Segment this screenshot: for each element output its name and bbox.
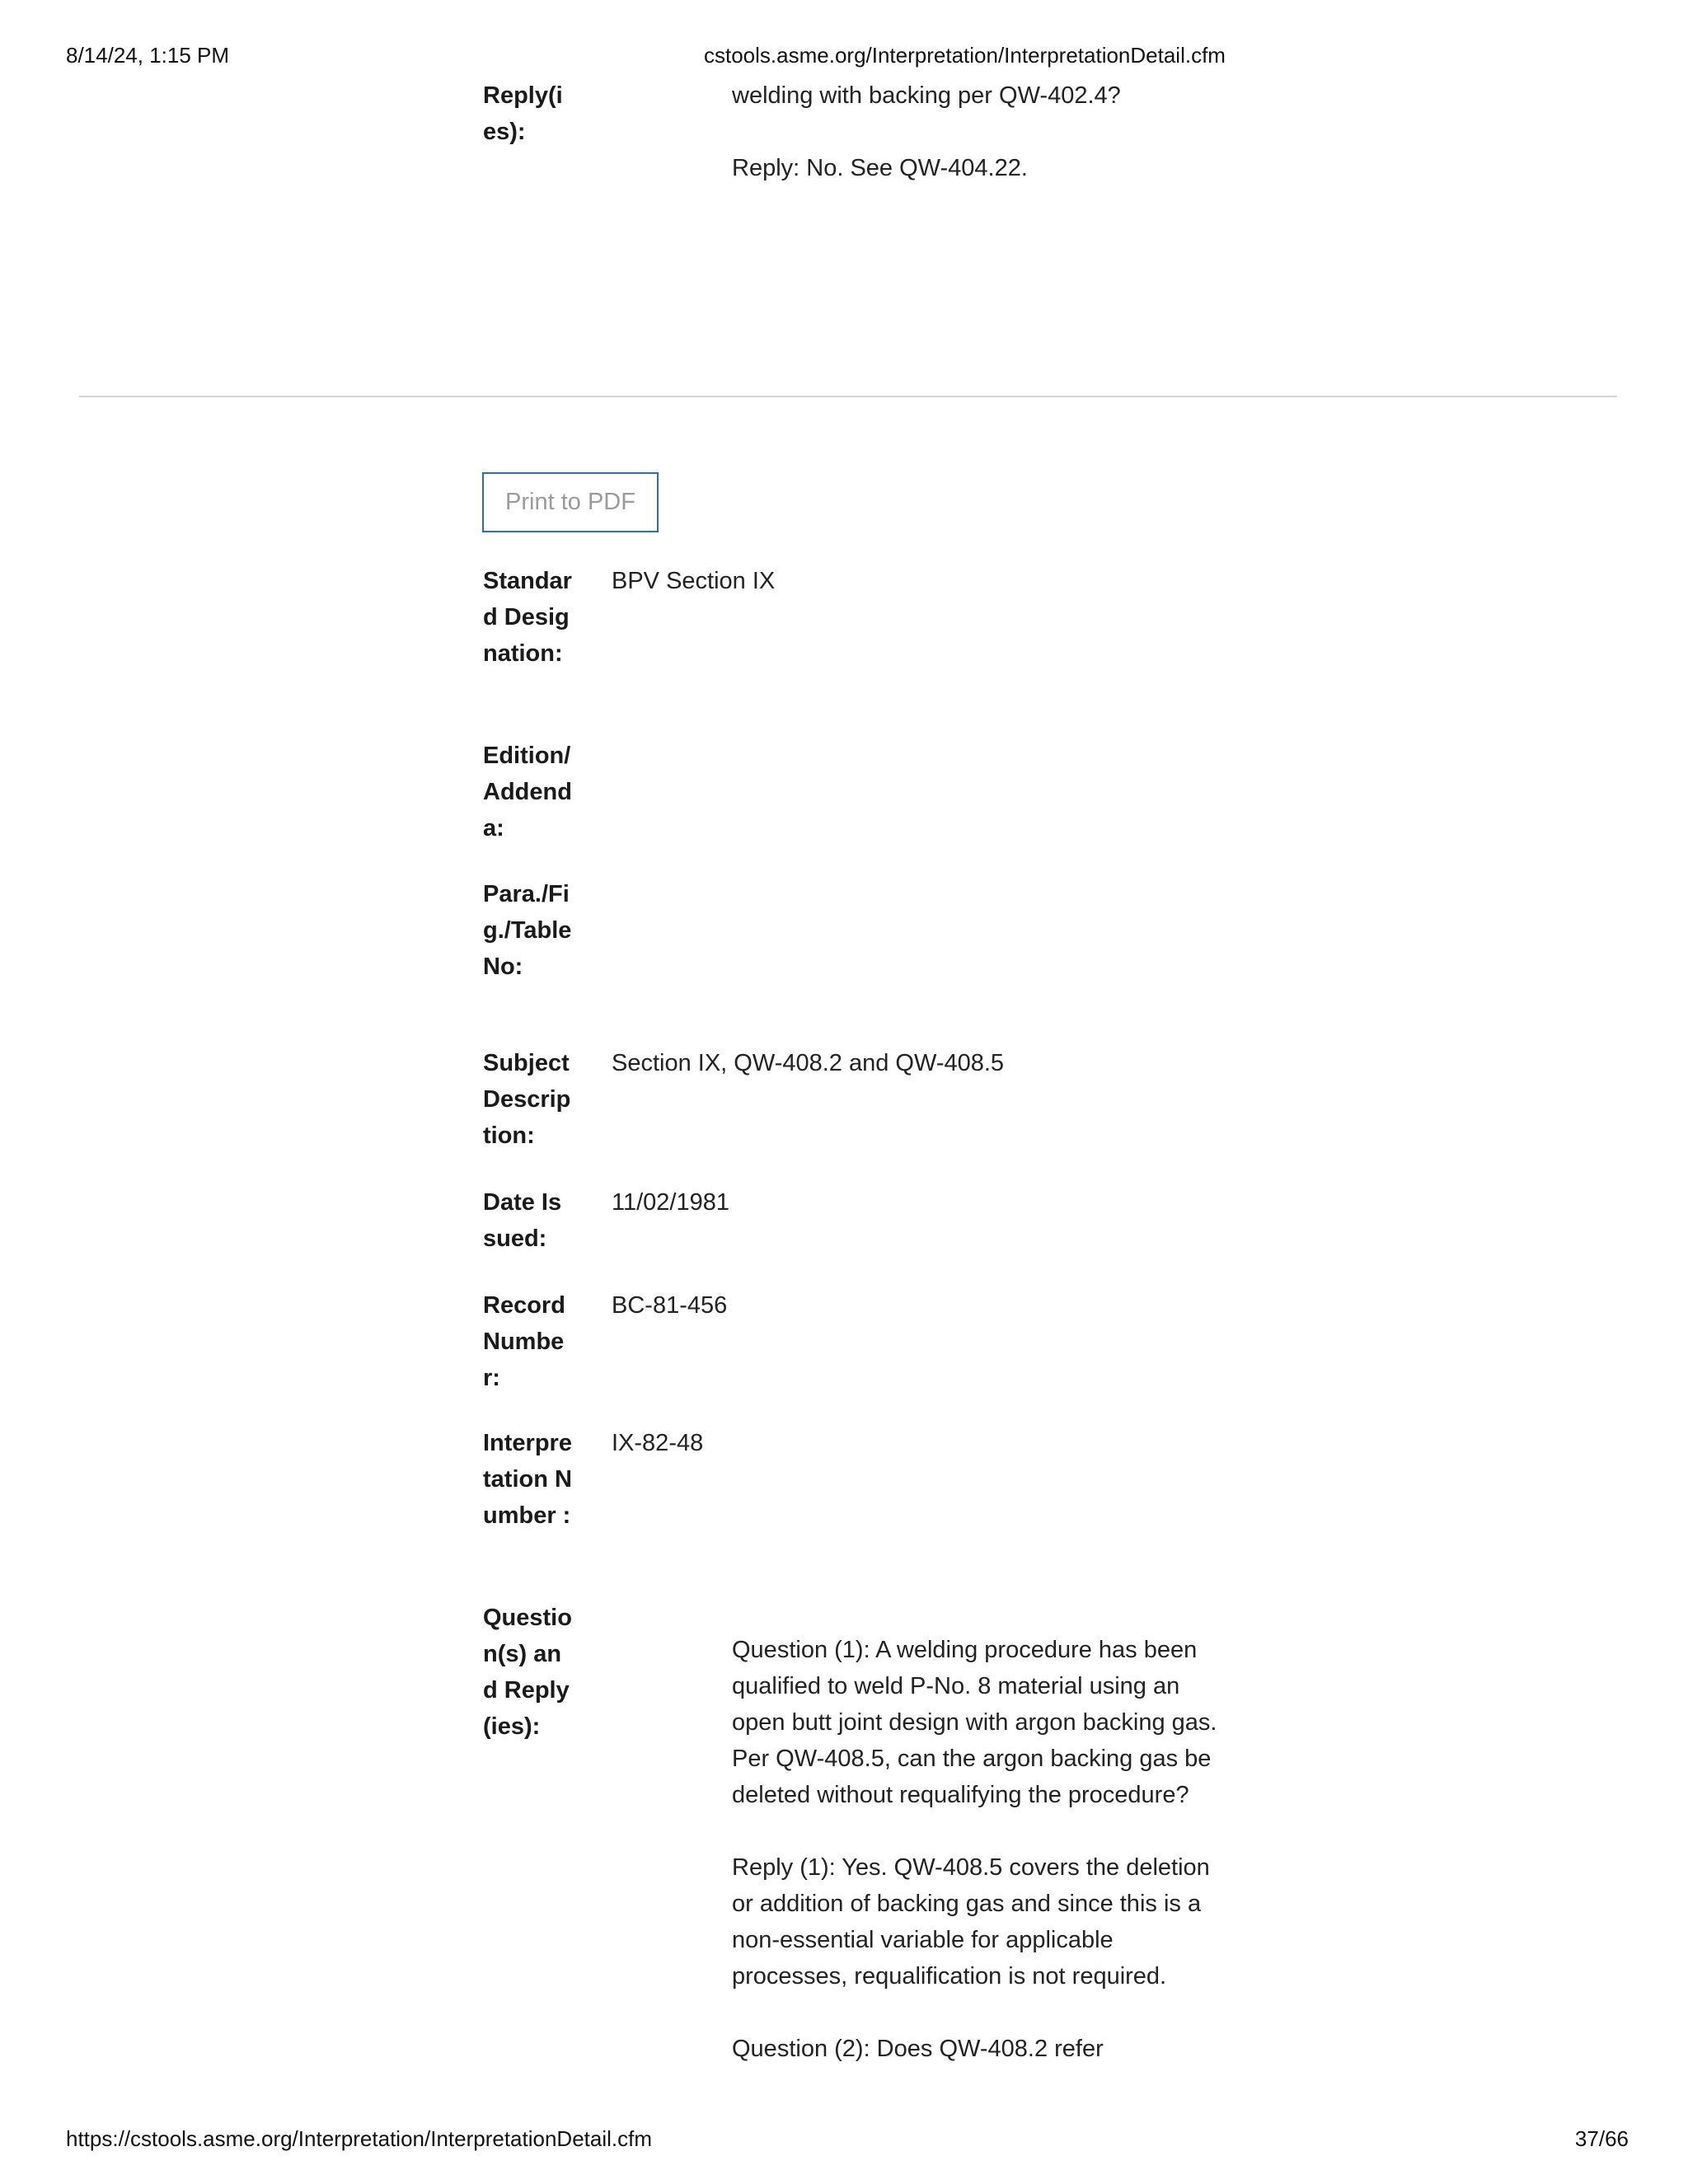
edition-addenda-label: Edition/Addenda:: [483, 743, 572, 841]
prev-question-tail: welding with backing per QW-402.4?: [732, 82, 1121, 109]
prev-reply: Reply: No. See QW-404.22.: [732, 155, 1028, 181]
print-footer-page-number: 37/66: [1574, 2126, 1629, 2151]
print-to-pdf-button[interactable]: Print to PDF: [482, 472, 659, 532]
prev-qa-block: [732, 77, 1226, 223]
questions-replies-block: [732, 1632, 1226, 2103]
question-1: Question (1): A welding procedure has been qualified to weld P-No. 8 material using an open butt joint design with argon backing gas. Per QW-408.5, can the argon backing gas be deleted without requalifying the procedure?: [732, 1637, 1217, 1808]
print-footer-url: https://cstools.asme.org/Interpretation/InterpretationDetail.cfm: [66, 2126, 653, 2151]
standard-designation-label: Standard Designation:: [483, 568, 572, 667]
subject-description-value: Section IX, QW-408.2 and QW-408.5: [612, 1050, 1005, 1076]
subject-description-label: Subject Description:: [483, 1050, 571, 1149]
record-number-label: Record Number:: [483, 1292, 565, 1391]
date-issued-label: Date Issued:: [483, 1189, 562, 1252]
print-header-url: cstools.asme.org/Interpretation/InterpretationDetail.cfm: [704, 43, 1226, 68]
standard-designation-value: BPV Section IX: [612, 568, 776, 594]
reply-1: Reply (1): Yes. QW-408.5 covers the deletion or addition of backing gas and since this is a non-essential variable for applicable processes, requalification is not required.: [732, 1854, 1210, 1990]
questions-replies-label: Question(s) and Reply(ies):: [483, 1605, 572, 1740]
question-2: Question (2): Does QW-408.2 refer: [732, 2036, 1104, 2062]
date-issued-value: 11/02/1981: [612, 1189, 729, 1216]
interpretation-number-label: Interpretation Number :: [483, 1430, 572, 1529]
interpretation-number-value: IX-82-48: [612, 1430, 704, 1456]
print-header-datetime: 8/14/24, 1:15 PM: [66, 43, 230, 68]
entry-divider: [79, 396, 1617, 397]
prev-replies-label: Reply(ies):: [483, 82, 563, 145]
record-number-value: BC-81-456: [612, 1292, 728, 1319]
para-fig-table-label: Para./Fig./Table No:: [483, 881, 572, 980]
